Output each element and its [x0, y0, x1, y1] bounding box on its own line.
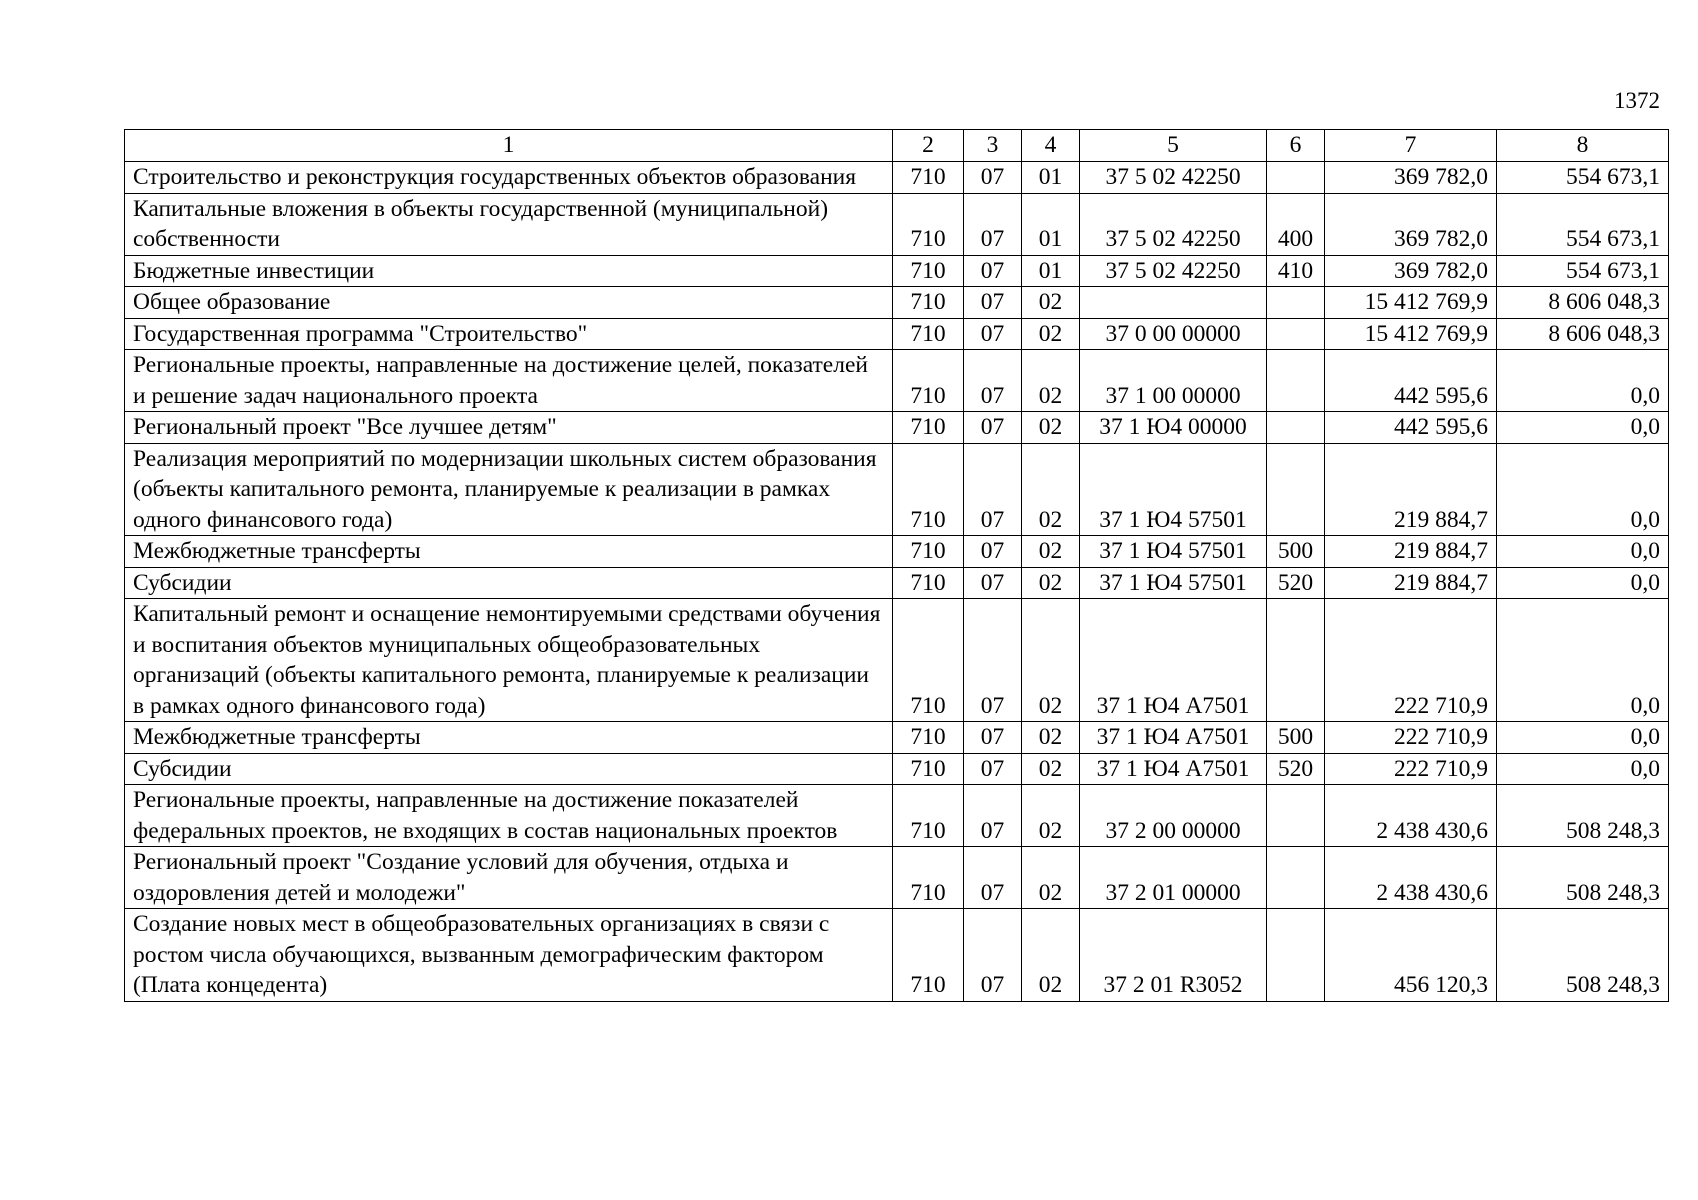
expense-type-cell	[1267, 162, 1325, 194]
section-code-cell: 07	[964, 753, 1022, 785]
subsection-code-cell: 02	[1022, 412, 1080, 444]
amount-col8-cell: 8 606 048,3	[1497, 318, 1669, 350]
expense-type-cell: 400	[1267, 193, 1325, 255]
amount-col7-cell: 15 412 769,9	[1325, 287, 1497, 319]
department-code-cell: 710	[893, 536, 964, 568]
subsection-code-cell: 01	[1022, 162, 1080, 194]
row-name-cell: Государственная программа "Строительство"	[125, 318, 893, 350]
amount-col7-cell: 442 595,6	[1325, 412, 1497, 444]
row-name-cell: Региональный проект "Создание условий для обучения, отдыха и оздоровления детей и молодежи"	[125, 847, 893, 909]
department-code-cell: 710	[893, 722, 964, 754]
table-row	[125, 443, 1669, 536]
column-header-4: 4	[1022, 130, 1080, 162]
column-header-5: 5	[1080, 130, 1267, 162]
expense-type-cell	[1267, 909, 1325, 1002]
amount-col7-cell: 222 710,9	[1325, 753, 1497, 785]
target-article-cell: 37 5 02 42250	[1080, 162, 1267, 194]
department-code-cell: 710	[893, 909, 964, 1002]
subsection-code-cell: 02	[1022, 350, 1080, 412]
subsection-code-cell: 02	[1022, 536, 1080, 568]
table-row	[125, 909, 1669, 1002]
table-row	[125, 722, 1669, 754]
amount-col8-cell: 554 673,1	[1497, 255, 1669, 287]
section-code-cell: 07	[964, 255, 1022, 287]
amount-col7-cell: 456 120,3	[1325, 909, 1497, 1002]
subsection-code-cell: 01	[1022, 193, 1080, 255]
target-article-cell: 37 1 00 00000	[1080, 350, 1267, 412]
section-code-cell: 07	[964, 287, 1022, 319]
row-name-cell: Бюджетные инвестиции	[125, 255, 893, 287]
subsection-code-cell: 01	[1022, 255, 1080, 287]
amount-col7-cell: 442 595,6	[1325, 350, 1497, 412]
target-article-cell: 37 2 00 00000	[1080, 785, 1267, 847]
table-row	[125, 785, 1669, 847]
target-article-cell: 37 1 Ю4 А7501	[1080, 753, 1267, 785]
amount-col7-cell: 369 782,0	[1325, 193, 1497, 255]
table-row	[125, 162, 1669, 194]
amount-col7-cell: 219 884,7	[1325, 443, 1497, 536]
expense-type-cell	[1267, 847, 1325, 909]
department-code-cell: 710	[893, 847, 964, 909]
department-code-cell: 710	[893, 785, 964, 847]
row-name-cell: Общее образование	[125, 287, 893, 319]
row-name-cell: Субсидии	[125, 567, 893, 599]
table-row	[125, 599, 1669, 722]
amount-col8-cell: 508 248,3	[1497, 847, 1669, 909]
column-header-3: 3	[964, 130, 1022, 162]
expense-type-cell: 410	[1267, 255, 1325, 287]
subsection-code-cell: 02	[1022, 443, 1080, 536]
expense-type-cell	[1267, 785, 1325, 847]
expense-type-cell: 500	[1267, 536, 1325, 568]
page-number: 1372	[1614, 88, 1660, 113]
row-name-cell: Региональный проект "Все лучшее детям"	[125, 412, 893, 444]
amount-col7-cell: 15 412 769,9	[1325, 318, 1497, 350]
row-name-cell: Реализация мероприятий по модернизации школьных систем образования (объекты капитального ремонта, планируемые к реализации в рамках одного финансового года)	[125, 443, 893, 536]
row-name-cell: Региональные проекты, направленные на достижение показателей федеральных проектов, не входящих в состав национальных проектов	[125, 785, 893, 847]
amount-col7-cell: 222 710,9	[1325, 722, 1497, 754]
target-article-cell: 37 0 00 00000	[1080, 318, 1267, 350]
table-row	[125, 318, 1669, 350]
amount-col8-cell: 554 673,1	[1497, 162, 1669, 194]
department-code-cell: 710	[893, 412, 964, 444]
target-article-cell: 37 5 02 42250	[1080, 193, 1267, 255]
subsection-code-cell: 02	[1022, 567, 1080, 599]
row-name-cell: Региональные проекты, направленные на достижение целей, показателей и решение задач национального проекта	[125, 350, 893, 412]
table-row	[125, 350, 1669, 412]
subsection-code-cell: 02	[1022, 599, 1080, 722]
department-code-cell: 710	[893, 599, 964, 722]
budget-table	[124, 129, 1669, 1002]
column-header-8: 8	[1497, 130, 1669, 162]
department-code-cell: 710	[893, 287, 964, 319]
target-article-cell: 37 2 01 00000	[1080, 847, 1267, 909]
row-name-cell: Межбюджетные трансферты	[125, 536, 893, 568]
amount-col7-cell: 2 438 430,6	[1325, 847, 1497, 909]
expense-type-cell	[1267, 287, 1325, 319]
department-code-cell: 710	[893, 162, 964, 194]
section-code-cell: 07	[964, 412, 1022, 444]
table-row	[125, 536, 1669, 568]
section-code-cell: 07	[964, 318, 1022, 350]
amount-col8-cell: 0,0	[1497, 567, 1669, 599]
amount-col8-cell: 508 248,3	[1497, 909, 1669, 1002]
column-header-2: 2	[893, 130, 964, 162]
amount-col7-cell: 369 782,0	[1325, 162, 1497, 194]
row-name-cell: Строительство и реконструкция государственных объектов образования	[125, 162, 893, 194]
row-name-cell: Капитальные вложения в объекты государственной (муниципальной) собственности	[125, 193, 893, 255]
target-article-cell: 37 1 Ю4 А7501	[1080, 722, 1267, 754]
subsection-code-cell: 02	[1022, 753, 1080, 785]
department-code-cell: 710	[893, 193, 964, 255]
section-code-cell: 07	[964, 722, 1022, 754]
subsection-code-cell: 02	[1022, 287, 1080, 319]
row-name-cell: Межбюджетные трансферты	[125, 722, 893, 754]
table-row	[125, 567, 1669, 599]
amount-col8-cell: 0,0	[1497, 753, 1669, 785]
amount-col7-cell: 2 438 430,6	[1325, 785, 1497, 847]
row-name-cell: Капитальный ремонт и оснащение немонтируемыми средствами обучения и воспитания объектов муниципальных общеобразовательных организаций (объекты капитального ремонта, планируемые к реализации в рамках одного финансового года)	[125, 599, 893, 722]
target-article-cell: 37 5 02 42250	[1080, 255, 1267, 287]
department-code-cell: 710	[893, 318, 964, 350]
table-row	[125, 193, 1669, 255]
expense-type-cell: 520	[1267, 567, 1325, 599]
subsection-code-cell: 02	[1022, 847, 1080, 909]
column-header-6: 6	[1267, 130, 1325, 162]
column-number-row	[125, 130, 1669, 162]
department-code-cell: 710	[893, 753, 964, 785]
target-article-cell: 37 1 Ю4 57501	[1080, 443, 1267, 536]
section-code-cell: 07	[964, 443, 1022, 536]
section-code-cell: 07	[964, 193, 1022, 255]
section-code-cell: 07	[964, 162, 1022, 194]
row-name-cell: Субсидии	[125, 753, 893, 785]
amount-col7-cell: 369 782,0	[1325, 255, 1497, 287]
table-row	[125, 287, 1669, 319]
target-article-cell: 37 2 01 R3052	[1080, 909, 1267, 1002]
amount-col7-cell: 219 884,7	[1325, 567, 1497, 599]
amount-col7-cell: 219 884,7	[1325, 536, 1497, 568]
expense-type-cell	[1267, 318, 1325, 350]
table-row	[125, 753, 1669, 785]
amount-col8-cell: 0,0	[1497, 536, 1669, 568]
table-row	[125, 412, 1669, 444]
department-code-cell: 710	[893, 443, 964, 536]
section-code-cell: 07	[964, 785, 1022, 847]
target-article-cell: 37 1 Ю4 57501	[1080, 567, 1267, 599]
section-code-cell: 07	[964, 350, 1022, 412]
amount-col8-cell: 0,0	[1497, 599, 1669, 722]
expense-type-cell	[1267, 350, 1325, 412]
expense-type-cell: 520	[1267, 753, 1325, 785]
column-header-7: 7	[1325, 130, 1497, 162]
expense-type-cell	[1267, 412, 1325, 444]
target-article-cell	[1080, 287, 1267, 319]
amount-col8-cell: 0,0	[1497, 722, 1669, 754]
expense-type-cell	[1267, 599, 1325, 722]
amount-col8-cell: 0,0	[1497, 443, 1669, 536]
department-code-cell: 710	[893, 255, 964, 287]
section-code-cell: 07	[964, 847, 1022, 909]
department-code-cell: 710	[893, 567, 964, 599]
section-code-cell: 07	[964, 567, 1022, 599]
subsection-code-cell: 02	[1022, 318, 1080, 350]
table-row	[125, 847, 1669, 909]
subsection-code-cell: 02	[1022, 722, 1080, 754]
amount-col7-cell: 222 710,9	[1325, 599, 1497, 722]
subsection-code-cell: 02	[1022, 909, 1080, 1002]
amount-col8-cell: 8 606 048,3	[1497, 287, 1669, 319]
target-article-cell: 37 1 Ю4 57501	[1080, 536, 1267, 568]
section-code-cell: 07	[964, 599, 1022, 722]
amount-col8-cell: 0,0	[1497, 350, 1669, 412]
department-code-cell: 710	[893, 350, 964, 412]
table-row	[125, 255, 1669, 287]
expense-type-cell	[1267, 443, 1325, 536]
column-header-1: 1	[125, 130, 893, 162]
subsection-code-cell: 02	[1022, 785, 1080, 847]
amount-col8-cell: 508 248,3	[1497, 785, 1669, 847]
section-code-cell: 07	[964, 909, 1022, 1002]
amount-col8-cell: 0,0	[1497, 412, 1669, 444]
amount-col8-cell: 554 673,1	[1497, 193, 1669, 255]
row-name-cell: Создание новых мест в общеобразовательных организациях в связи с ростом числа обучающихся, вызванным демографическим фактором (Плата концедента)	[125, 909, 893, 1002]
section-code-cell: 07	[964, 536, 1022, 568]
target-article-cell: 37 1 Ю4 А7501	[1080, 599, 1267, 722]
expense-type-cell: 500	[1267, 722, 1325, 754]
target-article-cell: 37 1 Ю4 00000	[1080, 412, 1267, 444]
